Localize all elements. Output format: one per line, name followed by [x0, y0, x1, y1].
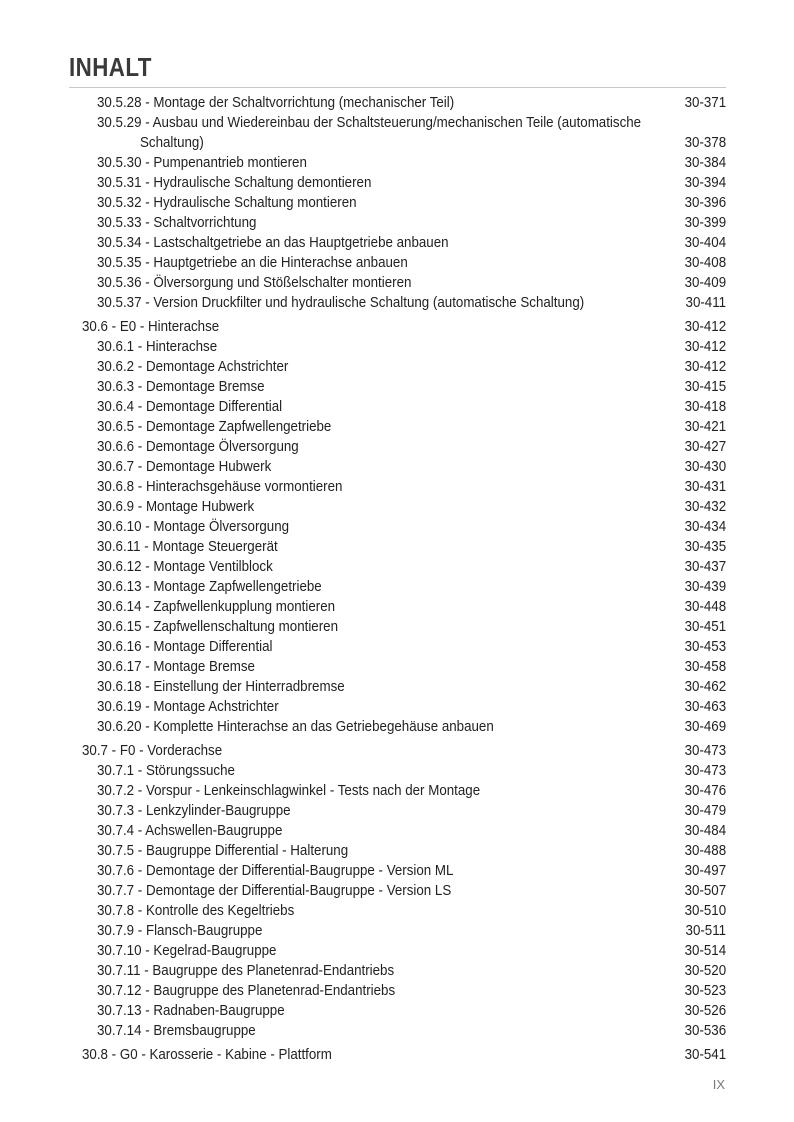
toc-entry-title: 30.6.18 - Einstellung der Hinterradbremse — [97, 679, 345, 695]
toc-entry-page: 30-507 — [684, 883, 726, 899]
toc-entry-title: 30.7.13 - Radnaben-Baugruppe — [97, 1003, 285, 1019]
toc-entry-page: 30-526 — [684, 1003, 726, 1019]
toc-entry[interactable] — [0, 477, 794, 497]
toc-entry-page: 30-523 — [684, 983, 726, 999]
toc-entry[interactable] — [0, 801, 794, 821]
toc-entry-page: 30-451 — [684, 619, 726, 635]
toc-entry[interactable] — [0, 377, 794, 397]
toc-entry[interactable] — [0, 437, 794, 457]
toc-entry-page: 30-520 — [684, 963, 726, 979]
toc-entry[interactable] — [0, 113, 794, 153]
toc-entry[interactable] — [0, 1045, 794, 1065]
toc-entry-page: 30-458 — [684, 659, 726, 675]
toc-entry-title: 30.7.14 - Bremsbaugruppe — [97, 1023, 256, 1039]
toc-entry-page: 30-463 — [684, 699, 726, 715]
toc-entry-title: 30.7.4 - Achswellen-Baugruppe — [97, 823, 283, 839]
toc-entry[interactable] — [0, 861, 794, 881]
toc-entry-page: 30-412 — [684, 359, 726, 375]
toc-entry[interactable] — [0, 357, 794, 377]
toc-entry-title: 30.6.16 - Montage Differential — [97, 639, 273, 655]
toc-entry[interactable] — [0, 1001, 794, 1021]
toc-entry[interactable] — [0, 741, 794, 761]
toc-entry-page: 30-411 — [685, 295, 726, 311]
page-title: INHALT — [69, 52, 152, 82]
toc-entry-page: 30-431 — [684, 479, 726, 495]
toc-entry[interactable] — [0, 213, 794, 233]
toc-entry-title: 30.6.14 - Zapfwellenkupplung montieren — [97, 599, 336, 615]
toc-entry-title: 30.7.3 - Lenkzylinder-Baugruppe — [97, 803, 291, 819]
toc-entry-page: 30-371 — [684, 95, 726, 111]
toc-entry[interactable] — [0, 961, 794, 981]
toc-entry[interactable] — [0, 397, 794, 417]
toc-entry[interactable] — [0, 901, 794, 921]
toc-entry[interactable] — [0, 317, 794, 337]
toc-entry-title: 30.6.10 - Montage Ölversorgung — [97, 519, 290, 535]
toc-entry[interactable] — [0, 717, 794, 737]
toc-entry-title: 30.6 - E0 - Hinterachse — [82, 319, 220, 335]
toc-entry-title: 30.6.9 - Montage Hubwerk — [97, 499, 255, 515]
toc-entry-title: 30.7.9 - Flansch-Baugruppe — [97, 923, 263, 939]
page-number: IX — [712, 1077, 725, 1092]
toc-entry[interactable] — [0, 1021, 794, 1041]
toc-entry-title: 30.7.1 - Störungssuche — [97, 763, 235, 779]
toc-entry-title: 30.7.10 - Kegelrad-Baugruppe — [97, 943, 277, 959]
toc-entry-title: 30.7.2 - Vorspur - Lenkeinschlagwinkel - Tests nach der Montage — [97, 783, 481, 799]
toc-entry[interactable] — [0, 597, 794, 617]
toc-entry-page: 30-409 — [684, 275, 726, 291]
toc-entry-page: 30-536 — [684, 1023, 726, 1039]
toc-entry[interactable] — [0, 233, 794, 253]
toc-entry[interactable] — [0, 921, 794, 941]
toc-entry-page: 30-412 — [684, 319, 726, 335]
toc-entry[interactable] — [0, 781, 794, 801]
toc-entry-page: 30-418 — [684, 399, 726, 415]
toc-entry[interactable] — [0, 881, 794, 901]
toc-entry[interactable] — [0, 457, 794, 477]
toc-entry[interactable] — [0, 981, 794, 1001]
toc-entry-page: 30-476 — [684, 783, 726, 799]
toc-entry[interactable] — [0, 821, 794, 841]
toc-entry[interactable] — [0, 841, 794, 861]
toc-entry-title: 30.5.36 - Ölversorgung und Stößelschalter montieren — [97, 275, 412, 291]
toc-entry-page: 30-404 — [684, 235, 726, 251]
title-divider — [69, 87, 726, 88]
toc-entry-title: 30.6.1 - Hinterachse — [97, 339, 218, 355]
toc-entry-title: 30.7.7 - Demontage der Differential-Baugruppe - Version LS — [97, 883, 452, 899]
toc-entry-page: 30-408 — [684, 255, 726, 271]
toc-entry[interactable] — [0, 677, 794, 697]
toc-entry-page: 30-488 — [684, 843, 726, 859]
toc-entry-page: 30-479 — [684, 803, 726, 819]
toc-entry-page: 30-448 — [684, 599, 726, 615]
toc-entry-title: 30.7 - F0 - Vorderachse — [82, 743, 223, 759]
toc-entry-title: 30.6.12 - Montage Ventilblock — [97, 559, 273, 575]
toc-entry-title: 30.5.29 - Ausbau und Wiedereinbau der Schaltsteuerung/mechanischen Teile (automatische — [97, 115, 642, 131]
toc-entry-page: 30-462 — [684, 679, 726, 695]
toc-entry-page: 30-415 — [684, 379, 726, 395]
toc-entry-title-continued: Schaltung) — [140, 135, 204, 151]
toc-entry-page: 30-437 — [684, 559, 726, 575]
toc-entry-title: 30.5.37 - Version Druckfilter und hydraulische Schaltung (automatische Schaltung) — [97, 295, 585, 311]
toc-entry[interactable] — [0, 497, 794, 517]
toc-entry[interactable] — [0, 337, 794, 357]
toc-entry-title: 30.6.4 - Demontage Differential — [97, 399, 283, 415]
toc-entry-title: 30.7.6 - Demontage der Differential-Baugruppe - Version ML — [97, 863, 454, 879]
toc-entry-title: 30.7.12 - Baugruppe des Planetenrad-Endantriebs — [97, 983, 396, 999]
toc-entry-title: 30.6.8 - Hinterachsgehäuse vormontieren — [97, 479, 343, 495]
toc-entry[interactable] — [0, 293, 794, 313]
toc-entry-page: 30-511 — [685, 923, 726, 939]
toc-entry-title: 30.5.35 - Hauptgetriebe an die Hinterachse anbauen — [97, 255, 408, 271]
toc-entry-title: 30.5.32 - Hydraulische Schaltung montieren — [97, 195, 357, 211]
toc-entry-page: 30-514 — [684, 943, 726, 959]
toc-entry-title: 30.5.33 - Schaltvorrichtung — [97, 215, 257, 231]
toc-entry-title: 30.6.19 - Montage Achstrichter — [97, 699, 279, 715]
toc-entry-title: 30.5.34 - Lastschaltgetriebe an das Hauptgetriebe anbauen — [97, 235, 449, 251]
toc-entry[interactable] — [0, 761, 794, 781]
toc-entry[interactable] — [0, 537, 794, 557]
toc-entry-page: 30-399 — [684, 215, 726, 231]
toc-entry-title: 30.5.31 - Hydraulische Schaltung demontieren — [97, 175, 372, 191]
toc-entry-page: 30-434 — [684, 519, 726, 535]
toc-entry-title: 30.6.5 - Demontage Zapfwellengetriebe — [97, 419, 332, 435]
toc-entry-page: 30-378 — [684, 135, 726, 151]
toc-entry-page: 30-510 — [684, 903, 726, 919]
toc-entry-page: 30-439 — [684, 579, 726, 595]
toc-entry-page: 30-484 — [684, 823, 726, 839]
toc-entry-title: 30.6.7 - Demontage Hubwerk — [97, 459, 272, 475]
toc-entry-page: 30-396 — [684, 195, 726, 211]
toc-entry[interactable] — [0, 577, 794, 597]
toc-entry-page: 30-421 — [684, 419, 726, 435]
toc-entry-page: 30-430 — [684, 459, 726, 475]
toc-entry[interactable] — [0, 273, 794, 293]
toc-entry-title: 30.5.30 - Pumpenantrieb montieren — [97, 155, 307, 171]
toc-entry-page: 30-412 — [684, 339, 726, 355]
toc-entry-title: 30.6.15 - Zapfwellenschaltung montieren — [97, 619, 339, 635]
toc-entry-title: 30.6.2 - Demontage Achstrichter — [97, 359, 289, 375]
toc-entry-page: 30-453 — [684, 639, 726, 655]
toc-entry-page: 30-394 — [684, 175, 726, 191]
toc-entry-title: 30.6.20 - Komplette Hinterachse an das Getriebegehäuse anbauen — [97, 719, 494, 735]
toc-entry[interactable] — [0, 253, 794, 273]
toc-entry[interactable] — [0, 557, 794, 577]
toc-entry-page: 30-473 — [684, 763, 726, 779]
toc-entry[interactable] — [0, 637, 794, 657]
toc-entry[interactable] — [0, 417, 794, 437]
toc-entry-title: 30.6.3 - Demontage Bremse — [97, 379, 265, 395]
toc-entry[interactable] — [0, 93, 794, 113]
toc-entry[interactable] — [0, 697, 794, 717]
toc-entry-page: 30-469 — [684, 719, 726, 735]
toc-entry-title: 30.7.8 - Kontrolle des Kegeltriebs — [97, 903, 295, 919]
toc-entry[interactable] — [0, 941, 794, 961]
toc-entry[interactable] — [0, 517, 794, 537]
toc-entry-page: 30-473 — [684, 743, 726, 759]
toc-entry[interactable] — [0, 617, 794, 637]
toc-entry[interactable] — [0, 193, 794, 213]
toc-entry-title: 30.8 - G0 - Karosserie - Kabine - Plattform — [82, 1047, 332, 1063]
toc-entry-page: 30-541 — [684, 1047, 726, 1063]
toc-entry-title: 30.6.11 - Montage Steuergerät — [97, 539, 278, 555]
toc-entry[interactable] — [0, 153, 794, 173]
toc-entry-title: 30.7.5 - Baugruppe Differential - Halterung — [97, 843, 349, 859]
toc-entry[interactable] — [0, 173, 794, 193]
toc-entry-title: 30.6.13 - Montage Zapfwellengetriebe — [97, 579, 322, 595]
toc-entry-page: 30-432 — [684, 499, 726, 515]
toc-entry-page: 30-497 — [684, 863, 726, 879]
toc-entry-title: 30.6.17 - Montage Bremse — [97, 659, 255, 675]
toc-entry-title: 30.7.11 - Baugruppe des Planetenrad-Endantriebs — [97, 963, 395, 979]
toc-entry-page: 30-435 — [684, 539, 726, 555]
toc-entry-title: 30.5.28 - Montage der Schaltvorrichtung (mechanischer Teil) — [97, 95, 455, 111]
toc-entry-title: 30.6.6 - Demontage Ölversorgung — [97, 439, 299, 455]
toc-entry-page: 30-427 — [684, 439, 726, 455]
toc-entry[interactable] — [0, 657, 794, 677]
toc-entry-page: 30-384 — [684, 155, 726, 171]
